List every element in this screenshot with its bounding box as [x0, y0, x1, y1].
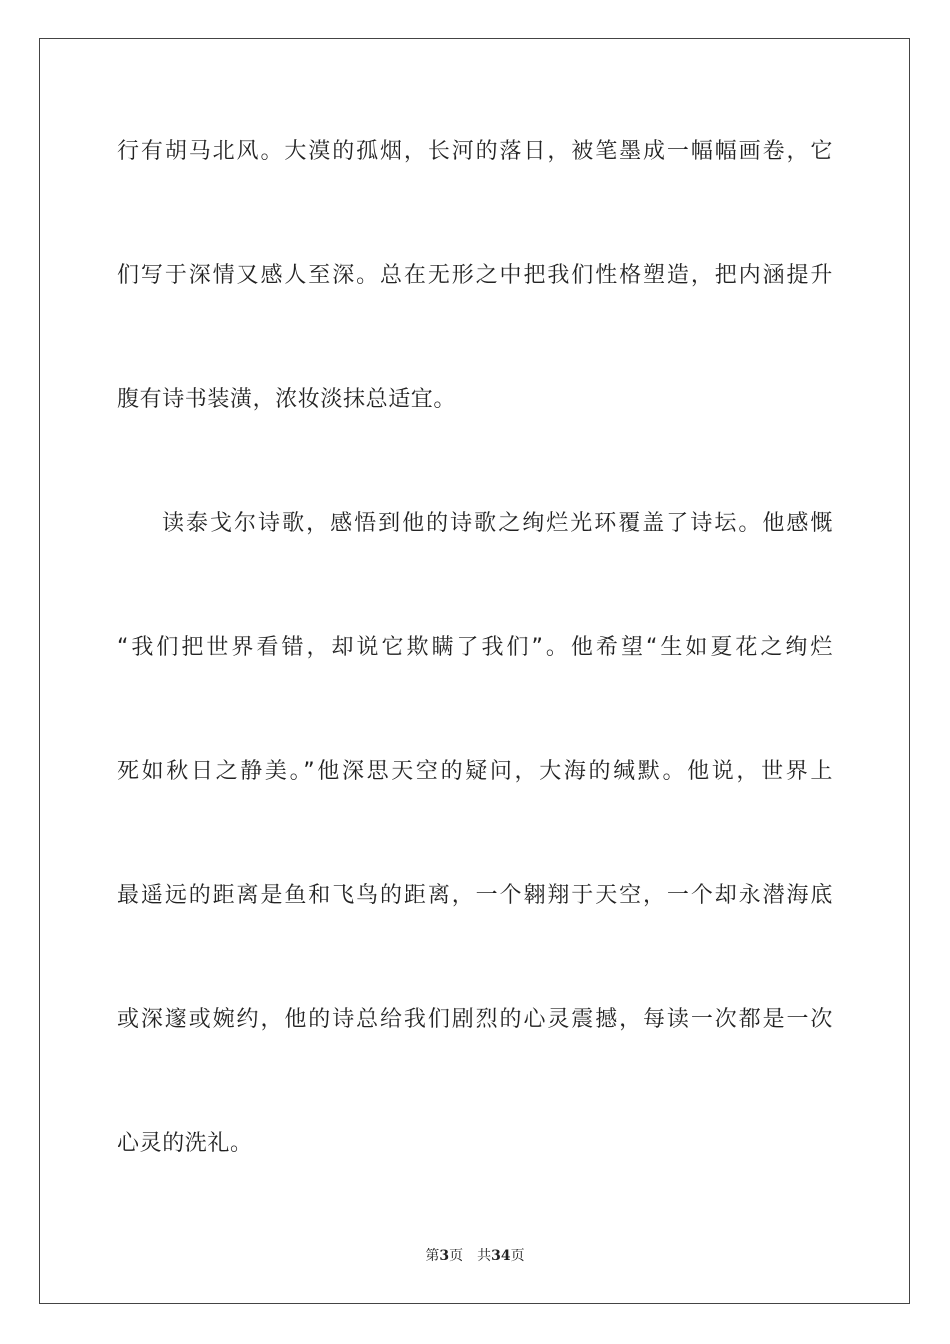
body-line-9: 心灵的洗礼。: [117, 1131, 253, 1156]
body-line-3: 腹有诗书装潢，浓妆淡抹总适宜。: [117, 387, 457, 412]
page-current-number: 3: [439, 1248, 450, 1264]
page-footer: [0, 1246, 950, 1266]
body-line-7: 最遥远的距离是鱼和飞鸟的距离，一个翱翔于天空，一个却永潜海底: [117, 883, 833, 908]
page-unit: 页: [449, 1248, 464, 1264]
page-prefix: 第: [425, 1248, 440, 1264]
body-line-1: 行有胡马北风。大漠的孤烟，长河的落日，被笔墨成一幅幅画卷，它: [117, 139, 833, 164]
total-unit: 页: [510, 1248, 525, 1264]
page-total-number: 34: [491, 1248, 511, 1264]
body-line-2: 们写于深情又感人至深。总在无形之中把我们性格塑造，把内涵提升: [117, 263, 833, 288]
total-prefix: 共: [477, 1248, 492, 1264]
body-line-5: “我们把世界看错，却说它欺瞒了我们”。他希望“生如夏花之绚烂: [117, 635, 833, 660]
body-line-8: 或深邃或婉约，他的诗总给我们剧烈的心灵震撼，每读一次都是一次: [117, 1007, 833, 1032]
body-line-6: 死如秋日之静美。”他深思天空的疑问，大海的缄默。他说，世界上: [117, 759, 833, 784]
page-frame: [39, 38, 910, 1304]
body-line-4: 读泰戈尔诗歌，感悟到他的诗歌之绚烂光环覆盖了诗坛。他感慨: [162, 511, 833, 536]
